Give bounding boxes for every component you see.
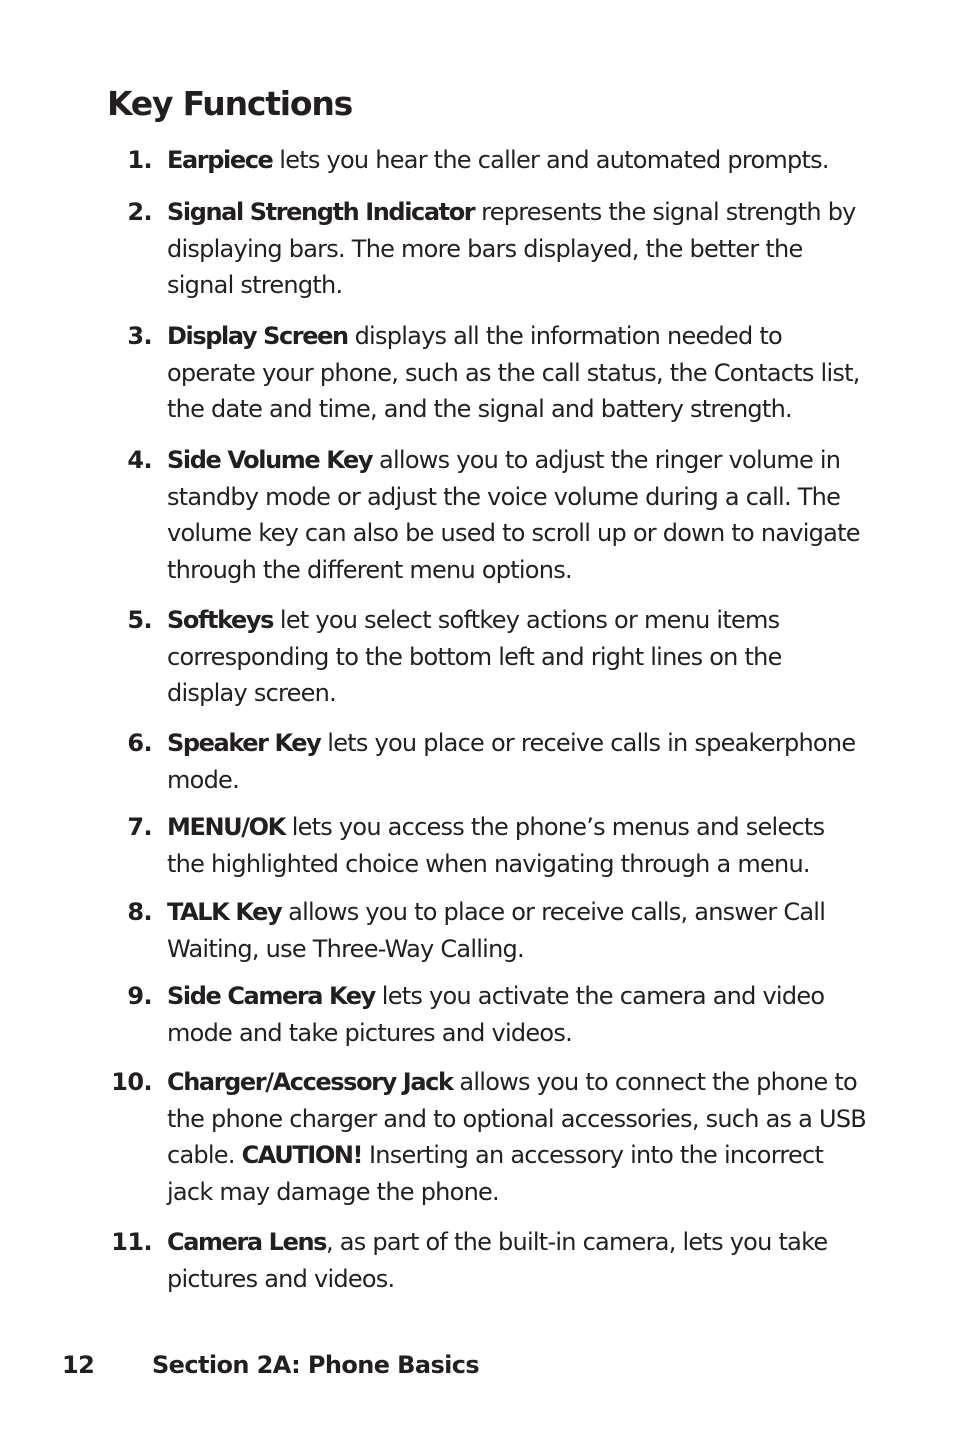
page-number: 12 [62, 1351, 95, 1379]
item-term: Side Volume Key [167, 446, 373, 474]
item-description: allows you to connect the phone to the phone charger and to optional accessories, such as a USB cable. [167, 1068, 867, 1169]
item-number: 11. [111, 1228, 152, 1256]
item-term: Side Camera Key [167, 982, 375, 1010]
item-description: , as part of the built-in camera, lets you take pictures and videos. [167, 1228, 828, 1293]
item-number: 4. [127, 446, 152, 474]
item-number: 5. [127, 606, 152, 634]
item-term: Earpiece [167, 146, 273, 174]
item-description: allows you to place or receive calls, answer Call Waiting, use Three-Way Calling. [167, 898, 826, 963]
item-number: 10. [111, 1068, 152, 1096]
item-text [167, 1224, 867, 1297]
section-name: Section 2A: Phone Basics [152, 1351, 480, 1379]
item-text [167, 194, 867, 304]
item-term: Softkeys [167, 606, 274, 634]
item-number: 2. [127, 198, 152, 226]
item-number: 3. [127, 322, 152, 350]
item-text [167, 602, 867, 712]
item-number: 7. [127, 813, 152, 841]
item-term: Charger/Accessory Jack [167, 1068, 453, 1096]
item-term: Signal Strength Indicator [167, 198, 475, 226]
item-term: TALK Key [167, 898, 282, 926]
item-description: let you select softkey actions or menu items corresponding to the bottom left and right lines on the display screen. [167, 606, 782, 707]
item-description: lets you hear the caller and automated prompts. [272, 146, 829, 174]
item-description: lets you access the phone’s menus and selects the highlighted choice when navigating through a menu. [167, 813, 825, 878]
item-term: Speaker Key [167, 729, 321, 757]
item-text [167, 1064, 867, 1210]
item-text [167, 809, 867, 882]
item-number: 1. [127, 146, 152, 174]
item-description: lets you place or receive calls in speakerphone mode. [167, 729, 856, 794]
item-text [167, 894, 867, 967]
item-text [167, 142, 867, 179]
item-description: displays all the information needed to operate your phone, such as the call status, the Contacts list, the date and time, and the signal and battery strength. [167, 322, 860, 423]
item-text [167, 725, 867, 798]
item-number: 6. [127, 729, 152, 757]
page-heading: Key Functions [107, 84, 353, 123]
item-number: 9. [127, 982, 152, 1010]
item-text [167, 318, 867, 428]
item-description: represents the signal strength by displaying bars. The more bars displayed, the better the signal strength. [167, 198, 856, 299]
item-description: allows you to adjust the ringer volume in standby mode or adjust the voice volume during a call. The volume key can also be used to scroll up or down to navigate through the different menu options. [167, 446, 860, 584]
item-text [167, 978, 867, 1051]
item-description: lets you activate the camera and video mode and take pictures and videos. [167, 982, 825, 1047]
item-term: MENU/OK [167, 813, 285, 841]
item-text [167, 442, 867, 588]
item-number: 8. [127, 898, 152, 926]
item-term: Camera Lens [167, 1228, 327, 1256]
item-term: Display Screen [167, 322, 348, 350]
item-description-cont: Inserting an accessory into the incorrect jack may damage the phone. [167, 1141, 824, 1206]
caution-label: CAUTION! [241, 1141, 363, 1169]
